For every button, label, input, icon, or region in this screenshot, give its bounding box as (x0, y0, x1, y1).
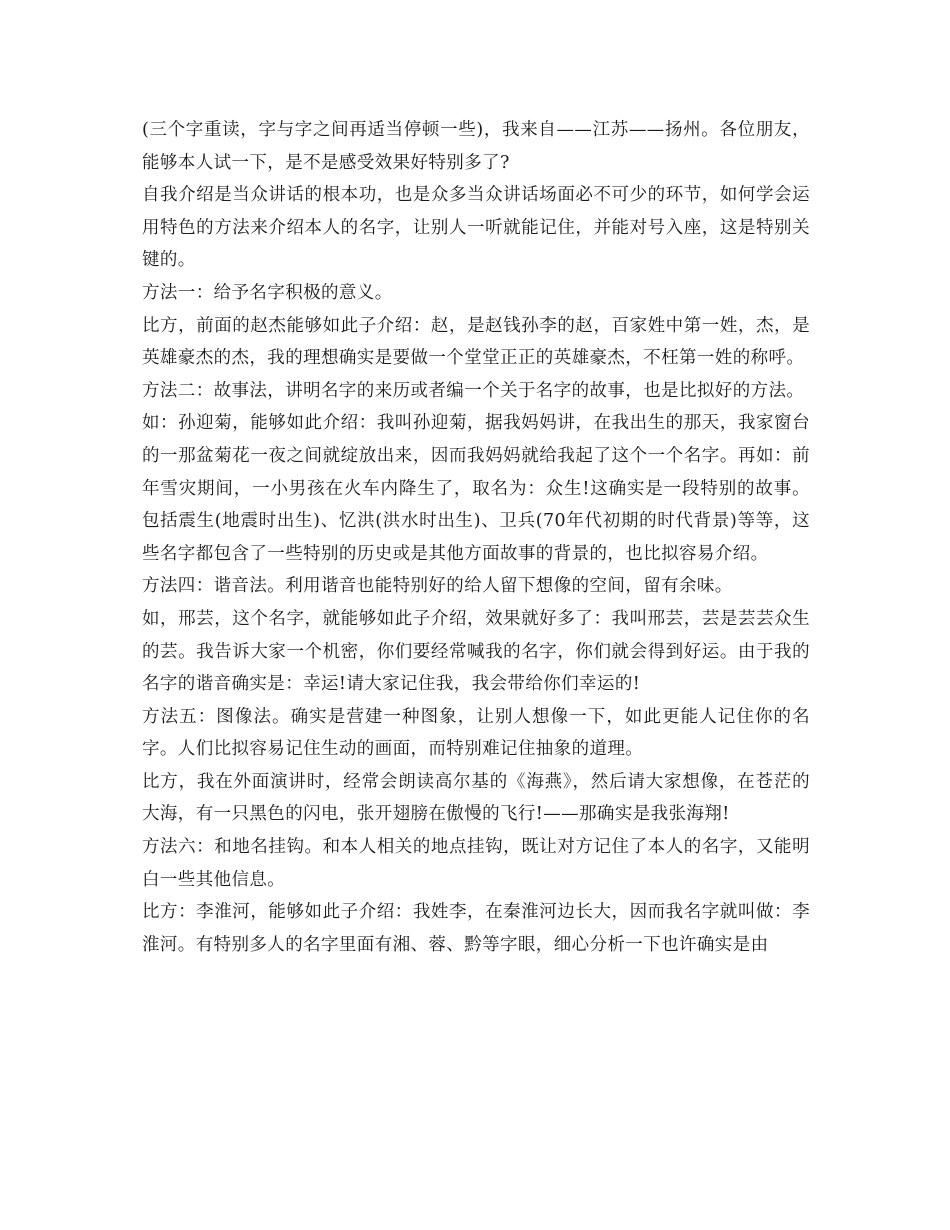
paragraph: 方法一：给予名字积极的意义。 (142, 282, 393, 303)
paragraph: 比方：李淮河，能够如此子介绍：我姓李，在秦淮河边长大，因而我名字就叫做：李淮河。有特别多人的名字里面有湘、蓉、黔等字眼，细心分析一下也许确实是由 (142, 902, 810, 955)
paragraph: 方法二：故事法，讲明名字的来历或者编一个关于名字的故事，也是比拟好的方法。 (142, 380, 805, 401)
paragraph: 比方，前面的赵杰能够如此子介绍：赵，是赵钱孙李的赵，百家姓中第一姓，杰，是英雄豪杰的杰，我的理想确实是要做一个堂堂正正的英雄豪杰，不枉第一姓的称呼。 (142, 315, 810, 369)
paragraph: 如，邢芸，这个名字，就能够如此子介绍，效果就好多了：我叫邢芸，芸是芸芸众生的芸。我告诉大家一个机密，你们要经常喊我的名字，你们就会得到好运。由于我的名字的谐音确实是：幸运!请大家记住我，我会带给你们幸运的! (142, 608, 810, 695)
document-body (142, 114, 810, 961)
paragraph: (三个字重读，字与字之间再适当停顿一些)，我来自——江苏——扬州。各位朋友，能够本人试一下，是不是感受效果好特别多了? (142, 120, 810, 173)
paragraph: 自我介绍是当众讲话的根本功，也是众多当众讲话场面必不可少的环节，如何学会运用特色的方法来介绍本人的名字，让别人一听就能记住，并能对号入座，这是特别关键的。 (142, 185, 810, 271)
paragraph: 比方，我在外面演讲时，经常会朗读高尔基的《海燕》，然后请大家想像，在苍茫的大海，有一只黑色的闪电，张开翅膀在傲慢的飞行!——那确实是我张海翔! (142, 771, 810, 825)
paragraph: 方法五：图像法。确实是营建一种图象，让别人想像一下，如此更能人记住你的名字。人们比拟容易记住生动的画面，而特别难记住抽象的道理。 (142, 706, 810, 760)
paragraph: 如：孙迎菊，能够如此介绍：我叫孙迎菊，据我妈妈讲，在我出生的那天，我家窗台的一那盆菊花一夜之间就绽放出来，因而我妈妈就给我起了这个一个名字。再如：前年雪灾期间，一小男孩在火车内降生了，取名为：众生!这确实是一段特别的故事。包括震生(地震时出生)、忆洪(洪水时出生)、卫兵(70年代初期的时代背景)等等，这些名字都包含了一些特别的历史或是其他方面故事的背景的，也比拟容易介绍。 (142, 413, 810, 564)
paragraph: 方法四：谐音法。利用谐音也能特别好的给人留下想像的空间，留有余味。 (142, 576, 733, 597)
paragraph: 方法六：和地名挂钩。和本人相关的地点挂钩，既让对方记住了本人的名字，又能明白一些其他信息。 (142, 837, 810, 890)
